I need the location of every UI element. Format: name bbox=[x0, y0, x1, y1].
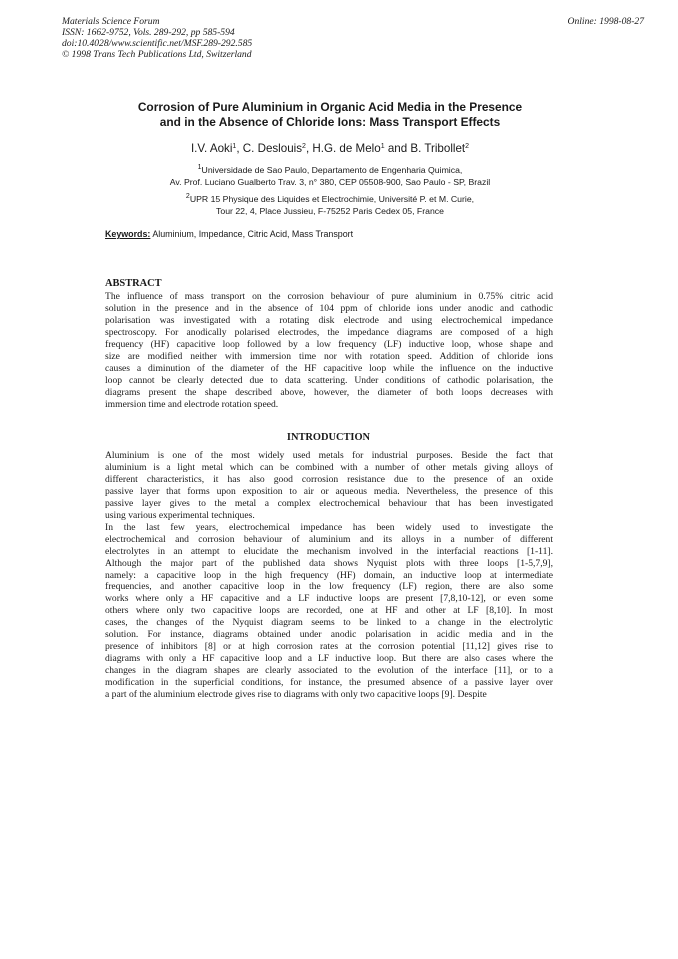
journal-name: Materials Science Forum bbox=[62, 16, 160, 27]
copyright-line: © 1998 Trans Tech Publications Ltd, Switzerland bbox=[62, 49, 252, 60]
text-line: changes in the diagram shapes are clearly associated to the evolution of the interface [11], or to a bbox=[105, 665, 553, 677]
text-line: immersion time and electrode rotation speed. bbox=[105, 398, 279, 410]
text-line: frequency (HF) capacitive loop followed by a low frequency (LF) inductive loop, whose shape and bbox=[105, 338, 553, 350]
text-line: passive layer gives to the metal a complex electrochemical behaviour that has been investigated bbox=[105, 497, 553, 509]
author-name: , C. Deslouis bbox=[236, 142, 303, 155]
author-affiliation-mark: 1 bbox=[232, 143, 237, 150]
paper-title bbox=[80, 100, 580, 130]
text-line: namely: a capacitive loop in the high frequency (HF) domain, an inductive loop at intermediate bbox=[105, 569, 553, 581]
text-line: diagrams with only a HF capacitive loop and a LF inductive loop. But there are also cases where the bbox=[105, 653, 553, 665]
text-line: Aluminium is one of the most widely used metals for industrial purposes. Beside the fact that bbox=[105, 450, 553, 461]
text-line: spectroscopy. For anodically polarised electrodes, the impedance diagrams are composed of a high bbox=[105, 326, 553, 338]
text-line: a part of the aluminium electrode gives rise to diagrams with only two capacitive loops [9]. Despite bbox=[105, 689, 487, 701]
abstract-body bbox=[105, 291, 553, 411]
text-line: passive layer that forms upon exposition to air or aqueous media. Nevertheless, the presence of this bbox=[105, 485, 553, 497]
affiliation-mark: 1 bbox=[197, 164, 202, 171]
text-line: loop cannot be clearly detected due to data scattering. Under conditions of cathodic polarisation, the bbox=[105, 374, 553, 386]
text-line: cases, the changes of the Nyquist diagram seems to be linked to a change in the electrolytic bbox=[105, 617, 553, 629]
author-list bbox=[60, 142, 600, 155]
author-affiliation-mark: 2 bbox=[465, 143, 470, 150]
introduction-body bbox=[105, 450, 553, 701]
text-line: Although the major part of the published data shows Nyquist plots with three loops [1-5,7,9], bbox=[105, 557, 553, 569]
text-line: modification in the superficial conditions, for instance, the presumed absence of a passive layer over bbox=[105, 677, 553, 689]
journal-header bbox=[62, 16, 422, 60]
keywords-text: Aluminium, Impedance, Citric Acid, Mass Transport bbox=[150, 229, 354, 239]
issn-line: ISSN: 1662-9752, Vols. 289-292, pp 585-594 bbox=[62, 27, 235, 38]
title-line-1: Corrosion of Pure Aluminium in Organic Acid Media in the Presence bbox=[137, 100, 523, 114]
text-line: different characteristics, it has also good corrosion resistance due to the presence of an oxide bbox=[105, 473, 553, 485]
author-affiliation-mark: 2 bbox=[302, 143, 306, 150]
online-date: Online: 1998-08-27 bbox=[567, 16, 644, 27]
text-line: solution in the presence and in the absence of 104 ppm of chloride ions under anodic and cathodic bbox=[105, 302, 553, 314]
text-line: solution. For instance, diagrams obtained under anodic polarisation in acidic media and in the bbox=[105, 629, 553, 641]
text-line: aluminium is a light metal which can be combined with a number of other metals giving alloys of bbox=[105, 461, 553, 473]
affiliation-1 bbox=[60, 165, 600, 188]
introduction-heading: INTRODUCTION bbox=[286, 432, 371, 443]
affiliation-text: Universidade de Sao Paulo, Departamento de Engenharia Quimica, bbox=[201, 165, 463, 175]
text-line: The influence of mass transport on the corrosion behaviour of pure aluminium in 0.75% citric acid bbox=[105, 291, 553, 302]
text-line: frequencies, and another capacitive loop in the low frequency (LF) region, there are also some bbox=[105, 581, 553, 593]
text-line: presence of inhibitors [8] or at high corrosion rates at the corrosion potential [11,12] gives rise to bbox=[105, 641, 553, 653]
text-line: diagrams present the shape described above, however, the diameter of both loops decreases with bbox=[105, 386, 553, 398]
keywords-label: Keywords: bbox=[105, 229, 151, 239]
abstract-heading: ABSTRACT bbox=[105, 278, 162, 289]
affiliation-text: Av. Prof. Luciano Gualberto Trav. 3, n° 380, CEP 05508-900, Sao Paulo - SP, Brazil bbox=[169, 176, 491, 187]
text-line: electrochemical and corrosion behaviour of aluminium and its alloys in a number of different bbox=[105, 533, 553, 545]
title-line-2: and in the Absence of Chloride Ions: Mass Transport Effects bbox=[159, 115, 501, 129]
affiliation-text: Tour 22, 4, Place Jussieu, F-75252 Paris Cedex 05, France bbox=[216, 205, 444, 216]
doi-line: doi:10.4028/www.scientific.net/MSF.289-292.585 bbox=[62, 38, 253, 49]
affiliation-mark: 2 bbox=[185, 193, 190, 200]
text-line: electrolytes in an attempt to elucidate the mechanism involved in the interfacial reactions [1-11]. bbox=[105, 545, 553, 557]
keywords bbox=[105, 229, 353, 239]
text-line: size are modified neither with immersion time nor with rotation speed. Addition of chloride ions bbox=[105, 350, 553, 362]
text-line: polarisation was investigated with a rotating disk electrode and using electrochemical impedance bbox=[105, 314, 553, 326]
author-affiliation-mark: 1 bbox=[380, 143, 385, 150]
text-line: others where only two capacitive loops are recorded, one at HF and other at LF [8,10]. In most bbox=[105, 605, 553, 617]
text-line: using various experimental techniques. bbox=[105, 509, 255, 521]
author-name: , H.G. de Melo bbox=[305, 142, 381, 155]
text-line: causes a diminution of the diameter of the HF capacitive loop while the influence on the inductive bbox=[105, 362, 553, 374]
affiliation-text: UPR 15 Physique des Liquides et Electrochimie, Université P. et M. Curie, bbox=[189, 194, 475, 204]
author-name: I.V. Aoki bbox=[190, 142, 233, 155]
author-name: and B. Tribollet bbox=[384, 142, 466, 155]
text-line: works where only a HF capacitive and a LF inductive loops are present [7,8,10-12], or even some bbox=[105, 593, 553, 605]
text-line: In the last few years, electrochemical impedance has been widely used to investigate the bbox=[105, 521, 553, 533]
affiliation-2 bbox=[60, 194, 600, 217]
